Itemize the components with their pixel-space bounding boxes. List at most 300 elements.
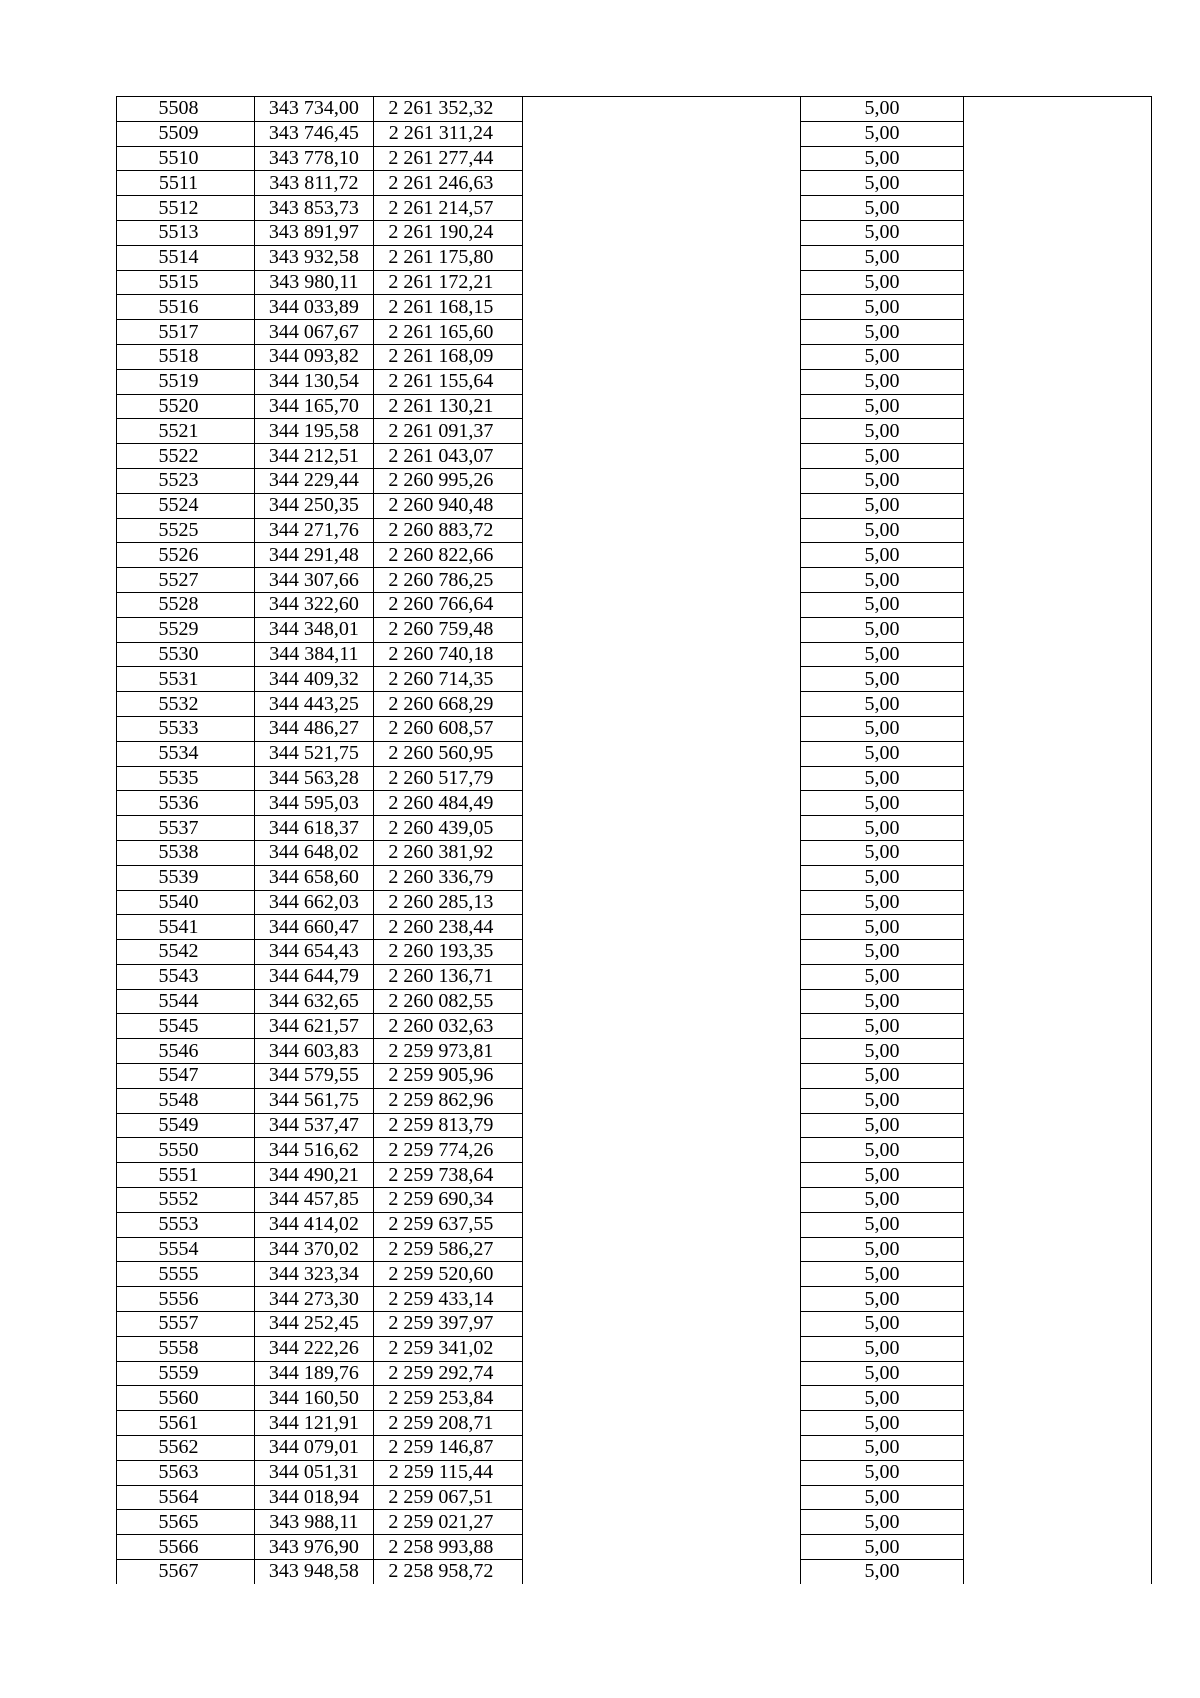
y-coordinate-cell: 2 261 246,63	[373, 171, 522, 196]
value-cell: 5,00	[801, 394, 964, 419]
point-number-cell: 5537	[117, 816, 255, 841]
x-coordinate-cell: 344 595,03	[255, 791, 374, 816]
table-row	[117, 1088, 1152, 1113]
value-cell: 5,00	[801, 468, 964, 493]
point-number-cell: 5511	[117, 171, 255, 196]
y-coordinate-cell: 2 260 759,48	[373, 617, 522, 642]
value-cell: 5,00	[801, 1212, 964, 1237]
value-cell: 5,00	[801, 220, 964, 245]
table-row	[117, 320, 1152, 345]
table-row	[117, 1361, 1152, 1386]
empty-cell	[963, 1485, 1151, 1510]
table-row	[117, 1212, 1152, 1237]
point-number-cell: 5563	[117, 1460, 255, 1485]
value-cell: 5,00	[801, 716, 964, 741]
point-number-cell: 5532	[117, 692, 255, 717]
point-number-cell: 5533	[117, 716, 255, 741]
y-coordinate-cell: 2 261 175,80	[373, 245, 522, 270]
table-row	[117, 1560, 1152, 1584]
empty-cell	[963, 518, 1151, 543]
table-row	[117, 295, 1152, 320]
empty-cell	[523, 295, 801, 320]
value-cell: 5,00	[801, 741, 964, 766]
point-number-cell: 5561	[117, 1411, 255, 1436]
value-cell: 5,00	[801, 890, 964, 915]
point-number-cell: 5540	[117, 890, 255, 915]
empty-cell	[523, 419, 801, 444]
value-cell: 5,00	[801, 1014, 964, 1039]
table-row	[117, 1386, 1152, 1411]
empty-cell	[963, 97, 1151, 122]
value-cell: 5,00	[801, 865, 964, 890]
value-cell: 5,00	[801, 1113, 964, 1138]
y-coordinate-cell: 2 260 940,48	[373, 493, 522, 518]
value-cell: 5,00	[801, 518, 964, 543]
x-coordinate-cell: 344 093,82	[255, 344, 374, 369]
table-row	[117, 1312, 1152, 1337]
point-number-cell: 5512	[117, 196, 255, 221]
point-number-cell: 5516	[117, 295, 255, 320]
point-number-cell: 5545	[117, 1014, 255, 1039]
empty-cell	[523, 1237, 801, 1262]
x-coordinate-cell: 344 322,60	[255, 592, 374, 617]
y-coordinate-cell: 2 258 958,72	[373, 1560, 522, 1584]
y-coordinate-cell: 2 259 905,96	[373, 1064, 522, 1089]
y-coordinate-cell: 2 260 668,29	[373, 692, 522, 717]
x-coordinate-cell: 344 229,44	[255, 468, 374, 493]
table-row	[117, 890, 1152, 915]
point-number-cell: 5565	[117, 1510, 255, 1535]
empty-cell	[523, 1262, 801, 1287]
point-number-cell: 5560	[117, 1386, 255, 1411]
x-coordinate-cell: 344 648,02	[255, 840, 374, 865]
empty-cell	[963, 1064, 1151, 1089]
x-coordinate-cell: 344 079,01	[255, 1436, 374, 1461]
empty-cell	[523, 245, 801, 270]
value-cell: 5,00	[801, 1560, 964, 1584]
empty-cell	[523, 468, 801, 493]
value-cell: 5,00	[801, 791, 964, 816]
x-coordinate-cell: 344 563,28	[255, 766, 374, 791]
table-row	[117, 791, 1152, 816]
value-cell: 5,00	[801, 1510, 964, 1535]
y-coordinate-cell: 2 260 995,26	[373, 468, 522, 493]
empty-cell	[523, 1039, 801, 1064]
point-number-cell: 5513	[117, 220, 255, 245]
point-number-cell: 5542	[117, 940, 255, 965]
table-row	[117, 766, 1152, 791]
point-number-cell: 5544	[117, 989, 255, 1014]
empty-cell	[963, 940, 1151, 965]
y-coordinate-cell: 2 260 517,79	[373, 766, 522, 791]
table-row	[117, 840, 1152, 865]
empty-cell	[523, 1287, 801, 1312]
empty-cell	[963, 766, 1151, 791]
y-coordinate-cell: 2 261 214,57	[373, 196, 522, 221]
point-number-cell: 5554	[117, 1237, 255, 1262]
empty-cell	[523, 741, 801, 766]
table-row	[117, 468, 1152, 493]
table-row	[117, 97, 1152, 122]
point-number-cell: 5566	[117, 1535, 255, 1560]
y-coordinate-cell: 2 259 397,97	[373, 1312, 522, 1337]
coordinates-table	[116, 96, 1152, 1584]
y-coordinate-cell: 2 259 208,71	[373, 1411, 522, 1436]
value-cell: 5,00	[801, 493, 964, 518]
empty-cell	[963, 146, 1151, 171]
table-row	[117, 394, 1152, 419]
table-row	[117, 270, 1152, 295]
value-cell: 5,00	[801, 766, 964, 791]
empty-cell	[963, 245, 1151, 270]
y-coordinate-cell: 2 261 352,32	[373, 97, 522, 122]
y-coordinate-cell: 2 259 433,14	[373, 1287, 522, 1312]
empty-cell	[523, 766, 801, 791]
empty-cell	[523, 989, 801, 1014]
value-cell: 5,00	[801, 1386, 964, 1411]
empty-cell	[963, 692, 1151, 717]
empty-cell	[523, 97, 801, 122]
value-cell: 5,00	[801, 1287, 964, 1312]
x-coordinate-cell: 343 853,73	[255, 196, 374, 221]
point-number-cell: 5556	[117, 1287, 255, 1312]
x-coordinate-cell: 344 370,02	[255, 1237, 374, 1262]
value-cell: 5,00	[801, 568, 964, 593]
value-cell: 5,00	[801, 964, 964, 989]
table-row	[117, 1014, 1152, 1039]
y-coordinate-cell: 2 261 172,21	[373, 270, 522, 295]
empty-cell	[963, 270, 1151, 295]
empty-cell	[963, 1386, 1151, 1411]
value-cell: 5,00	[801, 840, 964, 865]
table-row	[117, 1411, 1152, 1436]
value-cell: 5,00	[801, 320, 964, 345]
y-coordinate-cell: 2 260 336,79	[373, 865, 522, 890]
y-coordinate-cell: 2 261 311,24	[373, 121, 522, 146]
y-coordinate-cell: 2 259 021,27	[373, 1510, 522, 1535]
value-cell: 5,00	[801, 1361, 964, 1386]
point-number-cell: 5536	[117, 791, 255, 816]
y-coordinate-cell: 2 260 285,13	[373, 890, 522, 915]
y-coordinate-cell: 2 260 608,57	[373, 716, 522, 741]
empty-cell	[963, 196, 1151, 221]
point-number-cell: 5548	[117, 1088, 255, 1113]
table-row	[117, 543, 1152, 568]
table-row	[117, 1163, 1152, 1188]
empty-cell	[523, 1138, 801, 1163]
value-cell: 5,00	[801, 1188, 964, 1213]
value-cell: 5,00	[801, 444, 964, 469]
x-coordinate-cell: 343 948,58	[255, 1560, 374, 1584]
y-coordinate-cell: 2 260 082,55	[373, 989, 522, 1014]
empty-cell	[963, 468, 1151, 493]
y-coordinate-cell: 2 260 714,35	[373, 667, 522, 692]
y-coordinate-cell: 2 259 067,51	[373, 1485, 522, 1510]
x-coordinate-cell: 344 521,75	[255, 741, 374, 766]
point-number-cell: 5522	[117, 444, 255, 469]
table-row	[117, 692, 1152, 717]
x-coordinate-cell: 343 976,90	[255, 1535, 374, 1560]
empty-cell	[523, 592, 801, 617]
point-number-cell: 5562	[117, 1436, 255, 1461]
empty-cell	[523, 1163, 801, 1188]
empty-cell	[523, 1212, 801, 1237]
value-cell: 5,00	[801, 245, 964, 270]
value-cell: 5,00	[801, 1312, 964, 1337]
table-row	[117, 245, 1152, 270]
x-coordinate-cell: 344 165,70	[255, 394, 374, 419]
empty-cell	[523, 1460, 801, 1485]
point-number-cell: 5546	[117, 1039, 255, 1064]
x-coordinate-cell: 343 778,10	[255, 146, 374, 171]
empty-cell	[963, 1411, 1151, 1436]
point-number-cell: 5518	[117, 344, 255, 369]
empty-cell	[523, 543, 801, 568]
x-coordinate-cell: 344 443,25	[255, 692, 374, 717]
y-coordinate-cell: 2 259 292,74	[373, 1361, 522, 1386]
x-coordinate-cell: 344 067,67	[255, 320, 374, 345]
point-number-cell: 5564	[117, 1485, 255, 1510]
empty-cell	[523, 171, 801, 196]
point-number-cell: 5531	[117, 667, 255, 692]
empty-cell	[963, 617, 1151, 642]
value-cell: 5,00	[801, 196, 964, 221]
x-coordinate-cell: 344 250,35	[255, 493, 374, 518]
point-number-cell: 5529	[117, 617, 255, 642]
empty-cell	[963, 1113, 1151, 1138]
point-number-cell: 5567	[117, 1560, 255, 1584]
table-row	[117, 940, 1152, 965]
empty-cell	[523, 890, 801, 915]
empty-cell	[963, 419, 1151, 444]
table-row	[117, 667, 1152, 692]
point-number-cell: 5551	[117, 1163, 255, 1188]
point-number-cell: 5539	[117, 865, 255, 890]
x-coordinate-cell: 344 033,89	[255, 295, 374, 320]
x-coordinate-cell: 344 603,83	[255, 1039, 374, 1064]
empty-cell	[523, 518, 801, 543]
empty-cell	[963, 667, 1151, 692]
x-coordinate-cell: 344 051,31	[255, 1460, 374, 1485]
y-coordinate-cell: 2 259 690,34	[373, 1188, 522, 1213]
y-coordinate-cell: 2 258 993,88	[373, 1535, 522, 1560]
empty-cell	[963, 444, 1151, 469]
value-cell: 5,00	[801, 1535, 964, 1560]
x-coordinate-cell: 344 654,43	[255, 940, 374, 965]
empty-cell	[963, 592, 1151, 617]
y-coordinate-cell: 2 261 168,09	[373, 344, 522, 369]
x-coordinate-cell: 344 490,21	[255, 1163, 374, 1188]
x-coordinate-cell: 344 457,85	[255, 1188, 374, 1213]
empty-cell	[963, 816, 1151, 841]
point-number-cell: 5558	[117, 1336, 255, 1361]
point-number-cell: 5559	[117, 1361, 255, 1386]
x-coordinate-cell: 344 579,55	[255, 1064, 374, 1089]
x-coordinate-cell: 343 891,97	[255, 220, 374, 245]
x-coordinate-cell: 344 486,27	[255, 716, 374, 741]
x-coordinate-cell: 344 632,65	[255, 989, 374, 1014]
table-row	[117, 1113, 1152, 1138]
table-row	[117, 816, 1152, 841]
table-row	[117, 1138, 1152, 1163]
empty-cell	[523, 617, 801, 642]
table-row	[117, 419, 1152, 444]
value-cell: 5,00	[801, 692, 964, 717]
point-number-cell: 5549	[117, 1113, 255, 1138]
empty-cell	[963, 344, 1151, 369]
empty-cell	[523, 915, 801, 940]
empty-cell	[523, 568, 801, 593]
table-row	[117, 1262, 1152, 1287]
empty-cell	[523, 196, 801, 221]
y-coordinate-cell: 2 261 165,60	[373, 320, 522, 345]
table-row	[117, 1039, 1152, 1064]
y-coordinate-cell: 2 260 740,18	[373, 642, 522, 667]
y-coordinate-cell: 2 259 253,84	[373, 1386, 522, 1411]
point-number-cell: 5552	[117, 1188, 255, 1213]
point-number-cell: 5515	[117, 270, 255, 295]
point-number-cell: 5534	[117, 741, 255, 766]
y-coordinate-cell: 2 259 586,27	[373, 1237, 522, 1262]
table-row	[117, 146, 1152, 171]
table-row	[117, 1460, 1152, 1485]
value-cell: 5,00	[801, 915, 964, 940]
empty-cell	[963, 121, 1151, 146]
x-coordinate-cell: 344 252,45	[255, 1312, 374, 1337]
empty-cell	[523, 369, 801, 394]
x-coordinate-cell: 344 018,94	[255, 1485, 374, 1510]
value-cell: 5,00	[801, 1436, 964, 1461]
empty-cell	[963, 1014, 1151, 1039]
table-row	[117, 915, 1152, 940]
table-row	[117, 1287, 1152, 1312]
x-coordinate-cell: 344 121,91	[255, 1411, 374, 1436]
x-coordinate-cell: 344 662,03	[255, 890, 374, 915]
empty-cell	[963, 1237, 1151, 1262]
empty-cell	[523, 121, 801, 146]
point-number-cell: 5514	[117, 245, 255, 270]
empty-cell	[523, 791, 801, 816]
empty-cell	[523, 1113, 801, 1138]
empty-cell	[963, 1188, 1151, 1213]
empty-cell	[523, 1535, 801, 1560]
value-cell: 5,00	[801, 1088, 964, 1113]
empty-cell	[963, 1336, 1151, 1361]
empty-cell	[963, 543, 1151, 568]
point-number-cell: 5541	[117, 915, 255, 940]
empty-cell	[963, 741, 1151, 766]
empty-cell	[523, 1560, 801, 1584]
value-cell: 5,00	[801, 295, 964, 320]
y-coordinate-cell: 2 260 883,72	[373, 518, 522, 543]
empty-cell	[963, 1460, 1151, 1485]
y-coordinate-cell: 2 259 115,44	[373, 1460, 522, 1485]
value-cell: 5,00	[801, 1460, 964, 1485]
y-coordinate-cell: 2 260 822,66	[373, 543, 522, 568]
value-cell: 5,00	[801, 617, 964, 642]
empty-cell	[523, 1485, 801, 1510]
value-cell: 5,00	[801, 940, 964, 965]
x-coordinate-cell: 344 195,58	[255, 419, 374, 444]
empty-cell	[523, 1312, 801, 1337]
table-row	[117, 1436, 1152, 1461]
coordinates-table-body	[117, 97, 1152, 1584]
x-coordinate-cell: 344 130,54	[255, 369, 374, 394]
y-coordinate-cell: 2 259 146,87	[373, 1436, 522, 1461]
empty-cell	[963, 1138, 1151, 1163]
table-row	[117, 1510, 1152, 1535]
empty-cell	[523, 444, 801, 469]
empty-cell	[963, 964, 1151, 989]
value-cell: 5,00	[801, 171, 964, 196]
table-row	[117, 716, 1152, 741]
table-row	[117, 444, 1152, 469]
empty-cell	[523, 1064, 801, 1089]
empty-cell	[963, 890, 1151, 915]
empty-cell	[963, 1262, 1151, 1287]
value-cell: 5,00	[801, 989, 964, 1014]
table-row	[117, 196, 1152, 221]
y-coordinate-cell: 2 259 637,55	[373, 1212, 522, 1237]
empty-cell	[523, 270, 801, 295]
point-number-cell: 5528	[117, 592, 255, 617]
empty-cell	[523, 493, 801, 518]
x-coordinate-cell: 344 618,37	[255, 816, 374, 841]
x-coordinate-cell: 344 644,79	[255, 964, 374, 989]
y-coordinate-cell: 2 260 560,95	[373, 741, 522, 766]
empty-cell	[963, 989, 1151, 1014]
empty-cell	[963, 220, 1151, 245]
empty-cell	[523, 940, 801, 965]
point-number-cell: 5519	[117, 369, 255, 394]
point-number-cell: 5543	[117, 964, 255, 989]
table-row	[117, 568, 1152, 593]
point-number-cell: 5517	[117, 320, 255, 345]
empty-cell	[523, 146, 801, 171]
y-coordinate-cell: 2 260 381,92	[373, 840, 522, 865]
point-number-cell: 5550	[117, 1138, 255, 1163]
y-coordinate-cell: 2 261 277,44	[373, 146, 522, 171]
point-number-cell: 5557	[117, 1312, 255, 1337]
empty-cell	[523, 692, 801, 717]
table-row	[117, 171, 1152, 196]
x-coordinate-cell: 344 212,51	[255, 444, 374, 469]
table-row	[117, 617, 1152, 642]
point-number-cell: 5555	[117, 1262, 255, 1287]
table-row	[117, 1064, 1152, 1089]
point-number-cell: 5530	[117, 642, 255, 667]
empty-cell	[963, 791, 1151, 816]
y-coordinate-cell: 2 259 973,81	[373, 1039, 522, 1064]
x-coordinate-cell: 344 409,32	[255, 667, 374, 692]
x-coordinate-cell: 344 273,30	[255, 1287, 374, 1312]
x-coordinate-cell: 344 384,11	[255, 642, 374, 667]
empty-cell	[963, 320, 1151, 345]
x-coordinate-cell: 344 658,60	[255, 865, 374, 890]
empty-cell	[523, 1361, 801, 1386]
point-number-cell: 5523	[117, 468, 255, 493]
x-coordinate-cell: 344 348,01	[255, 617, 374, 642]
table-row	[117, 1188, 1152, 1213]
empty-cell	[963, 1535, 1151, 1560]
x-coordinate-cell: 344 323,34	[255, 1262, 374, 1287]
empty-cell	[963, 394, 1151, 419]
point-number-cell: 5547	[117, 1064, 255, 1089]
empty-cell	[523, 320, 801, 345]
table-row	[117, 1237, 1152, 1262]
empty-cell	[963, 295, 1151, 320]
table-row	[117, 220, 1152, 245]
